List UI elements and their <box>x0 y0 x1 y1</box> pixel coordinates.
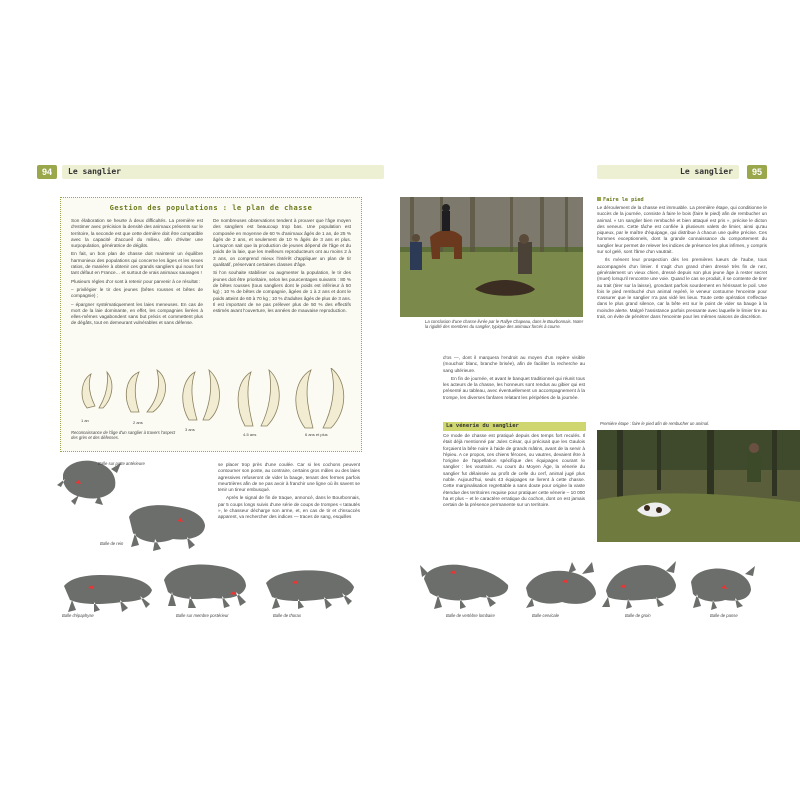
population-management-box <box>60 197 362 452</box>
tusk-illustration <box>69 368 354 438</box>
right-mid-text: d'os —, dont il marquera l'endroit au moyen d'un repère visible (mouchoir blanc, branche brisée), afin de faciliter la recherche au sang ultérieure. En fin de journée, et avant le banquet traditionnel qui réunit tous les acteurs de la chasse, les honneurs sont rendus au gibier qui est présenté au tableau, avec éventuellement un accompagnement à la trompe, les diverses fanfares relatant les péripéties de la journée. <box>443 355 585 400</box>
boar-label-2: Balle de rein <box>100 541 124 546</box>
boar-label-4: Balle sur membre postérieur <box>176 613 229 618</box>
boar-label-r3: Balle de groin <box>625 613 651 618</box>
boar-label-r1: Balle de vertèbre lombaire <box>446 613 495 618</box>
square-bullet-icon <box>597 197 601 201</box>
faire-le-pied-text: Le déroulement de la chasse est immuable. La première étape, qui conditionne le succès de la journée, consiste à faire le bois (faire le pied) afin de rembucher un animal. « Un sanglier bien rembuché et bien attaqué est pris », précise le dicton des veneurs. Cette tâche est confiée à plusieurs valets de limier, ainsi qu'au piqueux, par le maître d'équipage, qui distribue à chacun une quête précise. Ces hommes exceptionnels, dont la grande connaissance du comportement du sanglier leur permet de relever les indices de présence les plus infimes, y compris sur sol gelé, sont l'âme d'un vautrait. Ils mènent leur prospection dès les premières lueurs de l'aube, tous accompagnés d'un limier. Il s'agit d'un grand chien dressé très fin de nez, généralement un vieux chien, dressé depuis son plus jeune âge à rester secret (muet) lorsqu'il rencontre une voie. Quand le cas se produit, il se contente de tirer au trait (tirer sur la laisse), grondant parfois sourdement en hérissant le poil. Une fois le pied rembuché d'un animal repéré, le veneur contourne l'enceinte pour s'assurer que le sanglier n'a pas vidé les lieux. Toute cette opération s'effectue dans le plus grand silence, car la bête est sur le point de vider sa bauge à la moindre alerte. Malgré l'assistance parfois pressante avec laquelle le limier tire au trait, on évite de pénétrer dans l'enceinte pour les mêmes raisons de discrétion. <box>597 205 767 320</box>
tusk-label-3: 3 ans <box>185 427 195 432</box>
boar-label-3: Balle d'épaphyse <box>62 613 94 618</box>
boar-diagram-panse <box>687 560 757 610</box>
hunt-conclusion-photo <box>400 197 583 317</box>
boar-diagram-vertebre-lombaire <box>420 555 515 610</box>
box-column-1: Son élaboration se heurte à deux difficultés. La première est d'estimer avec précision la densité des animaux présents sur le territoire, la seconde est que cette dernière doit être compatible avec la capacité d'accueil du milieu, afin d'éviter une surpopulation, génératrice de dégâts. En fait, un bon plan de chasse doit maintenir un équilibre harmonieux des populations qui concerne les âges et les sexes ratios, de manière à obtenir ces grands sangliers qui nous font tant défaut en France… et surtout de vrais animaux sauvages ! Plusieurs règles d'or sont à retenir pour parvenir à ce résultat : – privilégier le tir des jeunes (bêtes rousses et bêtes de compagnie) ; – épargner systématiquement les laies meneuses. En cas de mort de la laie dominante, en effet, les compagnies livrées à elles-mêmes vagabondent sans but précis et commettent plus de dégâts, tout en demeurant vulnérables et sans défense. <box>71 218 203 326</box>
venerie-text: Ce mode de chasse est pratiqué depuis des temps fort reculés. Il était déjà mentionné par Jules César, qui précisait que les Gaulois forçaient la bête noire à l'aide de grands mâtins, avant de la servir à l'épieu. A ce propos, ces chiens féroces, ou vautres, devaient être à l'origine de l'appellation spécifique des équipages courant le sanglier : les voutrairs. Au cours du Moyen Âge, la vénerie du sanglier fut délaissée au profit de celle du cerf, animal jugé plus noble. Aujourd'hui, seuls 43 équipages se livrent à cette chasse. Cette marginalisation regrettable a sans doute pour origine la vaste étendue des territoires requise pour pratiquer cette vénerie – 10 000 ha et plus – et le caractère erratique du cochon, dont on est jamais certain de la présence permanente sur un territoire. <box>443 433 585 508</box>
faire-le-pied-heading: Faire le pied <box>597 197 644 203</box>
tusk-label-5: 6 ans et plus <box>305 432 328 437</box>
page-number-right: 95 <box>747 165 767 179</box>
forest-dog-photo <box>597 430 800 542</box>
tusk-label-2: 2 ans <box>133 420 143 425</box>
photo1-caption: La conclusion d'une chasse livrée par le Rallye Chapeau, dans le Bourbonnais. Noter la rigidité des membres du sanglier, typique des animaux forcés à courre. <box>425 319 584 330</box>
boar-label-5: Balle de thorax <box>273 613 301 618</box>
tusk-label-1: 1 an <box>81 418 89 423</box>
left-lower-text: se placer trop près d'une coulée. Car si les cochons peuvent contourner son poste, au contraire, certains gros mâles ou des laies agressives refuseront de vider la bauge, tenant des fermes parfois meurtrières afin de ne pas avoir à franchir une ligne où ils savent se tenir un tireur embusqué. Après le signal de fin de traque, annoncé, dans le Bourbonnais, par 5 coups longs suivis d'une série de coups de trompes « taïautés », le chasseur décharge son arme, et, en cas de tir et d'insuccès apparent, va rechercher des indices — traces de sang, esquilles <box>218 462 360 520</box>
venerie-heading: La vénerie du sanglier <box>443 422 586 431</box>
running-head-right: Le sanglier <box>597 165 739 179</box>
boar-diagram-membre-posterieur <box>160 560 250 610</box>
box-title: Gestion des populations : le plan de chasse <box>109 204 313 212</box>
boar-diagram-epaphyse <box>60 568 155 613</box>
boar-label-r2: Balle cervicale <box>532 613 559 618</box>
running-head-left: Le sanglier <box>62 165 384 179</box>
photo2-caption: Première étape : faire le pied afin de rembucher un animal. <box>600 421 710 426</box>
boar-diagram-cervicale <box>522 560 602 610</box>
boar-diagram-thorax <box>262 565 357 610</box>
boar-label-1: Balle sur patte antérieure <box>98 461 145 466</box>
boar-diagram-groin <box>600 557 680 609</box>
tusk-label-4: 4-5 ans <box>243 432 257 437</box>
page-number-left: 94 <box>37 165 57 179</box>
tusk-caption: Reconnaissance de l'âge d'un sanglier à travers l'aspect des grès et des défenses. <box>71 430 176 441</box>
box-column-2: De nombreuses observations tendent à prouver que l'âge moyen des sangliers est beaucoup trop bas. Une population est composée en moyenne de 60 % d'animaux âgés de 1 an, de 25 % âgés de 2 ans, et seulement de 10 % âgés de 3 ans et plus. Lorsqu'on sait que la production de jeunes dépend de l'âge et du poids de la laie, que les meilleurs reproducteurs ont au moins 2 à 3 ans, on comprend mieux l'intérêt d'appliquer un plan de tir qualitatif, préservant certaines classes d'âge. Si l'on souhaite stabiliser ou augmenter la population, le tir des jeunes doit être prioritaire, selon les pourcentages suivants : 80 % de bêtes rousses (tous sangliers dont le poids est inférieur à 50 kg) ; 10 % de bêtes de compagnie, âgées de 1 à 2 ans et dont le poids atteint de 60 à 70 kg ; 10 % d'adultes âgés de plus de 3 ans. Il est important de ne pas prélever plus de 50 % des effectifs estimés avant l'ouverture, les années de mauvaise reproduction. <box>213 218 351 314</box>
boar-label-r4: Balle de panse <box>710 613 738 618</box>
